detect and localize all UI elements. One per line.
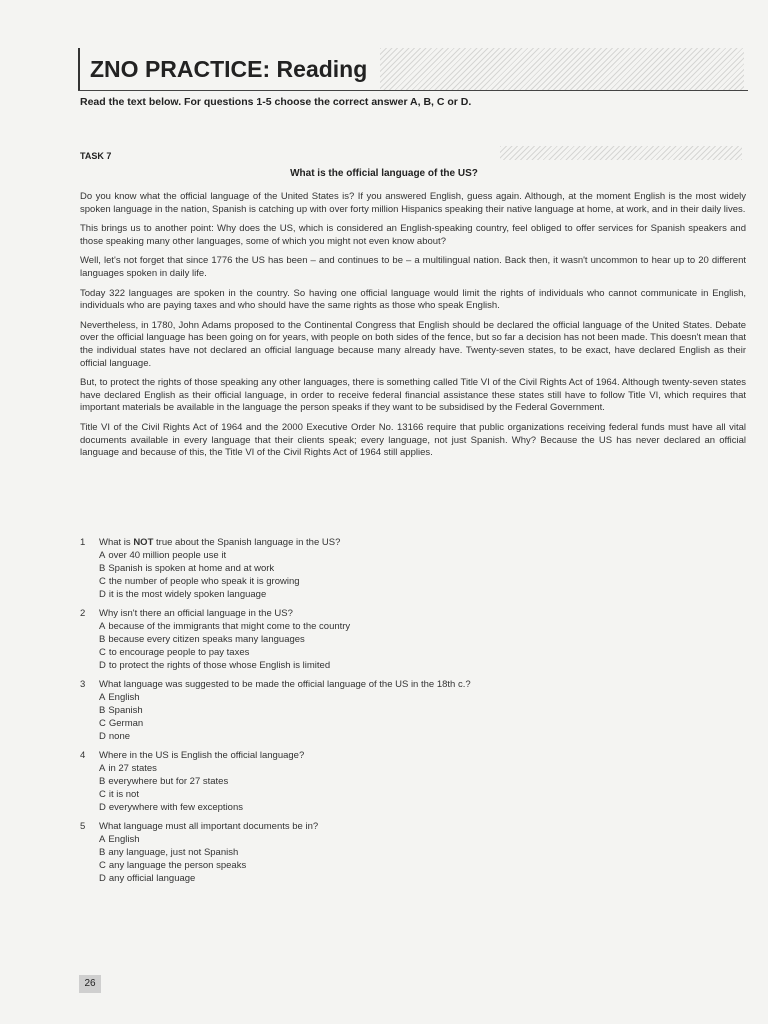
option-letter: A <box>99 763 106 774</box>
question-number: 5 <box>80 821 86 832</box>
option-text: English <box>108 834 140 845</box>
question-text: Why isn't there an official language in the US? <box>99 608 293 619</box>
option-letter: B <box>99 705 106 716</box>
question-2 <box>80 607 740 672</box>
answer-option[interactable] <box>99 646 740 659</box>
passage-paragraph: But, to protect the rights of those speaking any other languages, there is something called Title VI of the Civil Rights Act of 1964. Although twenty-seven states have declared English as their official language, in order to receive federal financial assistance these states still have to follow Title VI, which requires that important materials be available in the language the person speaks if they want to be subsidised by the Federal Government. <box>80 377 746 414</box>
option-text: it is the most widely spoken language <box>108 589 267 600</box>
option-letter: D <box>99 660 106 671</box>
option-text: everywhere but for 27 states <box>108 776 229 787</box>
answer-option[interactable] <box>99 717 740 730</box>
answer-option[interactable] <box>99 762 740 775</box>
passage-paragraph: This brings us to another point: Why does the US, which is considered an English-speaking country, feel obliged to offer services for Spanish speakers and those speaking many other languages, some of which you might not even know about? <box>80 223 746 247</box>
option-letter: A <box>99 621 106 632</box>
answer-options <box>99 762 740 814</box>
question-number: 2 <box>80 608 86 619</box>
question-number: 4 <box>80 750 86 761</box>
answer-option[interactable] <box>99 575 740 588</box>
question-5 <box>80 820 740 885</box>
option-text: over 40 million people use it <box>108 550 227 561</box>
option-letter: C <box>99 789 106 800</box>
question-1 <box>80 536 740 601</box>
passage-paragraph: Nevertheless, in 1780, John Adams proposed to the Continental Congress that English should be declared the official language of the United States. Debate over the official language has been going on for years, with people on both sides of the fence, but so far a decision has not been made. This doesn't mean that the individual states have not declared an official language because many already have. Twenty-seven states, to be exact, have declared English as their official language. <box>80 319 746 369</box>
question-text-part: true about the Spanish language in the US? <box>153 537 341 548</box>
question-4 <box>80 749 740 814</box>
text-title: What is the official language of the US? <box>290 168 478 179</box>
option-letter: C <box>99 718 106 729</box>
option-letter: C <box>99 647 106 658</box>
option-text: Spanish is spoken at home and at work <box>108 563 275 574</box>
answer-option[interactable] <box>99 775 740 788</box>
option-text: none <box>108 731 131 742</box>
question-text: What language must all important documents be in? <box>99 821 319 832</box>
answer-options <box>99 691 740 743</box>
option-text: to encourage people to pay taxes <box>108 647 250 658</box>
option-text: because every citizen speaks many languages <box>108 634 305 645</box>
answer-option[interactable] <box>99 633 740 646</box>
question-list <box>80 536 740 891</box>
question-3 <box>80 678 740 743</box>
passage-paragraph: Well, let's not forget that since 1776 the US has been – and continues to be – a multilingual nation. Back then, it wasn't uncommon to hear up to 20 different languages spoken in daily life. <box>80 255 746 279</box>
option-text: any language the person speaks <box>108 860 247 871</box>
option-text: the number of people who speak it is growing <box>108 576 300 587</box>
question-text <box>99 536 740 549</box>
option-letter: D <box>99 731 106 742</box>
answer-option[interactable] <box>99 872 740 885</box>
page-number: 26 <box>79 975 101 993</box>
passage-paragraph: Title VI of the Civil Rights Act of 1964 and the 2000 Executive Order No. 13166 require that public organizations receiving federal funds must have all vital documents available in every language that their clients speak; every language, not just Spanish. Why? Because the US has never declared an official language and because of this, the Title VI of the Civil Rights Act of 1964 still applies. <box>80 421 746 459</box>
option-letter: D <box>99 802 106 813</box>
header-hatch-pattern <box>380 48 744 90</box>
answer-options <box>99 549 740 601</box>
answer-option[interactable] <box>99 562 740 575</box>
option-letter: B <box>99 776 106 787</box>
answer-option[interactable] <box>99 620 740 633</box>
option-text: everywhere with few exceptions <box>108 802 243 813</box>
option-letter: C <box>99 860 106 871</box>
answer-option[interactable] <box>99 788 740 801</box>
task-hatch-pattern <box>500 146 742 160</box>
option-letter: D <box>99 873 106 884</box>
option-letter: A <box>99 550 106 561</box>
answer-option[interactable] <box>99 588 740 601</box>
question-number: 1 <box>80 537 86 548</box>
answer-option[interactable] <box>99 801 740 814</box>
option-letter: B <box>99 634 106 645</box>
option-text: in 27 states <box>108 763 157 774</box>
option-text: it is not <box>108 789 139 800</box>
option-text: English <box>108 692 140 703</box>
option-letter: A <box>99 834 106 845</box>
answer-option[interactable] <box>99 859 740 872</box>
header-banner <box>78 48 744 90</box>
question-text-part: What is <box>99 537 134 548</box>
answer-option[interactable] <box>99 704 740 717</box>
passage-paragraph: Today 322 languages are spoken in the country. So having one official language would limit the rights of individuals who cannot communicate in English, individuals who are paying taxes and who should have the same rights as those who speak English. <box>80 287 746 312</box>
option-text: because of the immigrants that might come to the country <box>108 621 351 632</box>
question-text: Where in the US is English the official language? <box>99 750 305 761</box>
task-label: TASK 7 <box>80 151 112 161</box>
option-letter: B <box>99 563 106 574</box>
question-number: 3 <box>80 679 86 690</box>
option-letter: A <box>99 692 106 703</box>
option-text: to protect the rights of those whose English is limited <box>108 660 331 671</box>
question-text: What language was suggested to be made the official language of the US in the 18th c.? <box>99 679 471 690</box>
answer-options <box>99 620 740 672</box>
answer-option[interactable] <box>99 691 740 704</box>
answer-options <box>99 833 740 885</box>
answer-option[interactable] <box>99 659 740 672</box>
passage-paragraph: Do you know what the official language of the United States is? If you answered English, guess again. Although, at the moment English is the most widely spoken language in the nation, Spanish is catching up with over forty million Hispanics speaking their native language at home, at work, and in their daily lives. <box>80 191 746 215</box>
option-text: German <box>108 718 144 729</box>
option-text: any language, just not Spanish <box>108 847 239 858</box>
answer-option[interactable] <box>99 846 740 859</box>
option-letter: C <box>99 576 106 587</box>
answer-option[interactable] <box>99 833 740 846</box>
instruction-text: Read the text below. For questions 1-5 choose the correct answer A, B, C or D. <box>80 96 472 108</box>
question-emphasis: NOT <box>133 537 154 548</box>
answer-option[interactable] <box>99 730 740 743</box>
header-rule <box>78 90 748 91</box>
option-letter: B <box>99 847 106 858</box>
answer-option[interactable] <box>99 549 740 562</box>
option-text: Spanish <box>108 705 143 716</box>
option-letter: D <box>99 589 106 600</box>
option-text: any official language <box>108 873 196 884</box>
page-title: ZNO PRACTICE: Reading <box>90 56 368 82</box>
reading-passage <box>80 191 746 467</box>
